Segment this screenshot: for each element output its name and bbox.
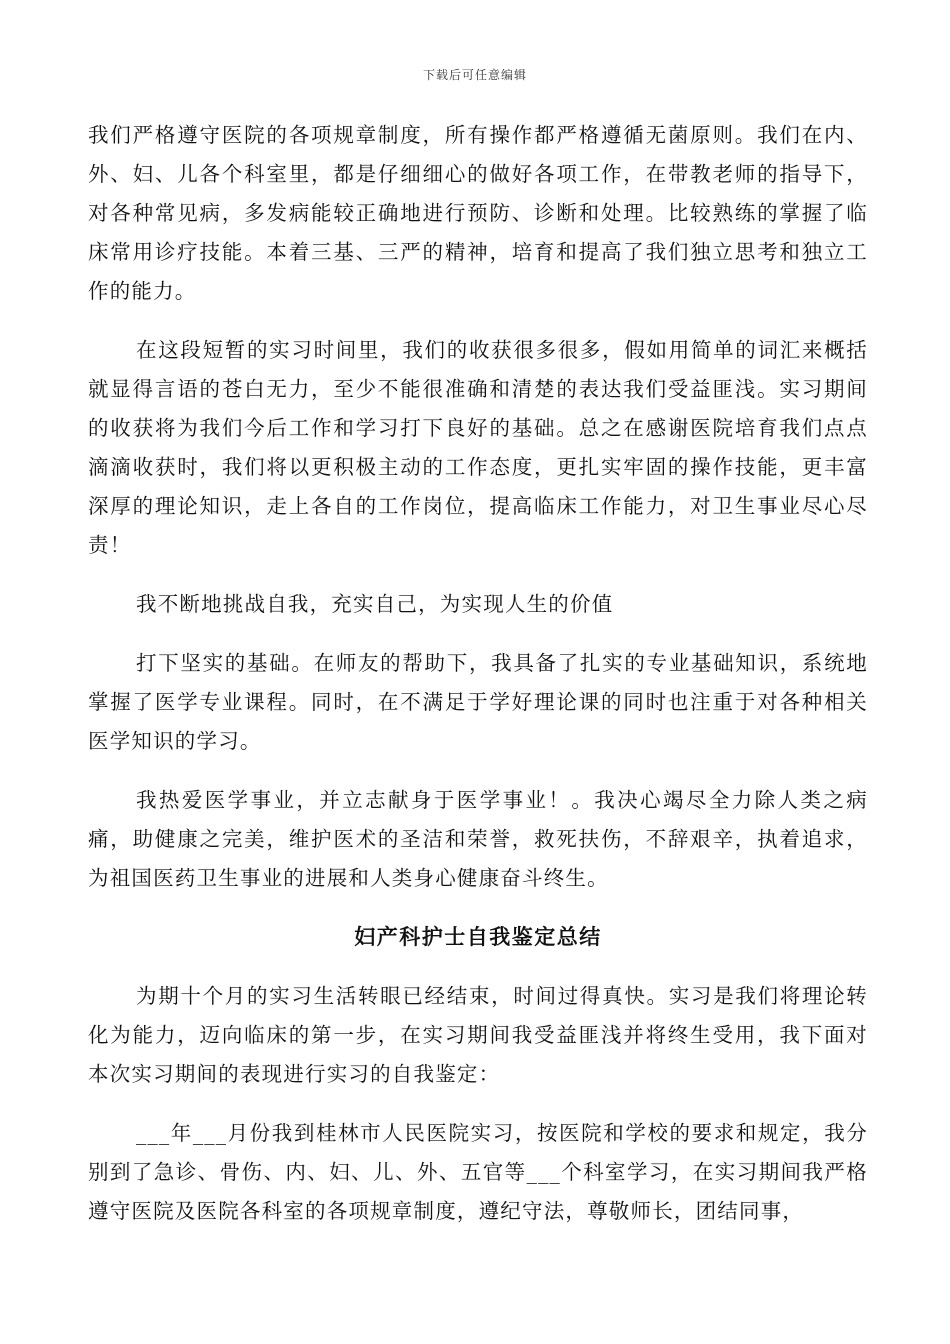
paragraph: 我们严格遵守医院的各项规章制度，所有操作都严格遵循无菌原则。我们在内、外、妇、儿各个科室里，都是仔细细心的做好各项工作，在带教老师的指导下，对各种常见病，多发病能较正确地进行预防、诊断和处理。比较熟练的掌握了临床常用诊疗技能。本着三基、三严的精神，培育和提高了我们独立思考和独立工作的能力。 <box>88 123 868 303</box>
paragraph: 我不断地挑战自我，充实自己，为实现人生的价值 <box>136 592 614 616</box>
section-title: 妇产科护士自我鉴定总结 <box>354 925 602 949</box>
document-body <box>88 116 868 1251</box>
paragraph: ___年___月份我到桂林市人民医院实习，按医院和学校的要求和规定，我分别到了急诊、骨伤、内、妇、儿、外、五官等___个科室学习，在实习期间我严格遵守医院及医院各科室的各项规章制度，遵纪守法，尊敬师长，团结同事， <box>88 1121 868 1223</box>
paragraph: 为期十个月的实习生活转眼已经结束，时间过得真快。实习是我们将理论转化为能力，迈向临床的第一步，在实习期间我受益匪浅并将终生受用，我下面对本次实习期间的表现进行实习的自我鉴定： <box>88 984 868 1086</box>
paragraph: 我热爱医学事业，并立志献身于医学事业！。我决心竭尽全力除人类之病痛，助健康之完美，维护医术的圣洁和荣誉，救死扶伤，不辞艰辛，执着追求，为祖国医药卫生事业的进展和人类身心健康奋斗终生。 <box>88 788 868 890</box>
page-header: 下载后可任意编辑 <box>422 68 527 82</box>
paragraph: 在这段短暂的实习时间里，我们的收获很多很多，假如用简单的词汇来概括就显得言语的苍白无力，至少不能很准确和清楚的表达我们受益匪浅。实习期间的收获将为我们今后工作和学习打下良好的基础。总之在感谢医院培育我们点点滴滴收获时，我们将以更积极主动的工作态度，更扎实牢固的操作技能，更丰富深厚的理论知识，走上各自的工作岗位，提高临床工作能力，对卫生事业尽心尽责！ <box>88 338 868 557</box>
paragraph: 打下坚实的基础。在师友的帮助下，我具备了扎实的专业基础知识，系统地掌握了医学专业课程。同时，在不满足于学好理论课的同时也注重于对各种相关医学知识的学习。 <box>88 651 868 753</box>
